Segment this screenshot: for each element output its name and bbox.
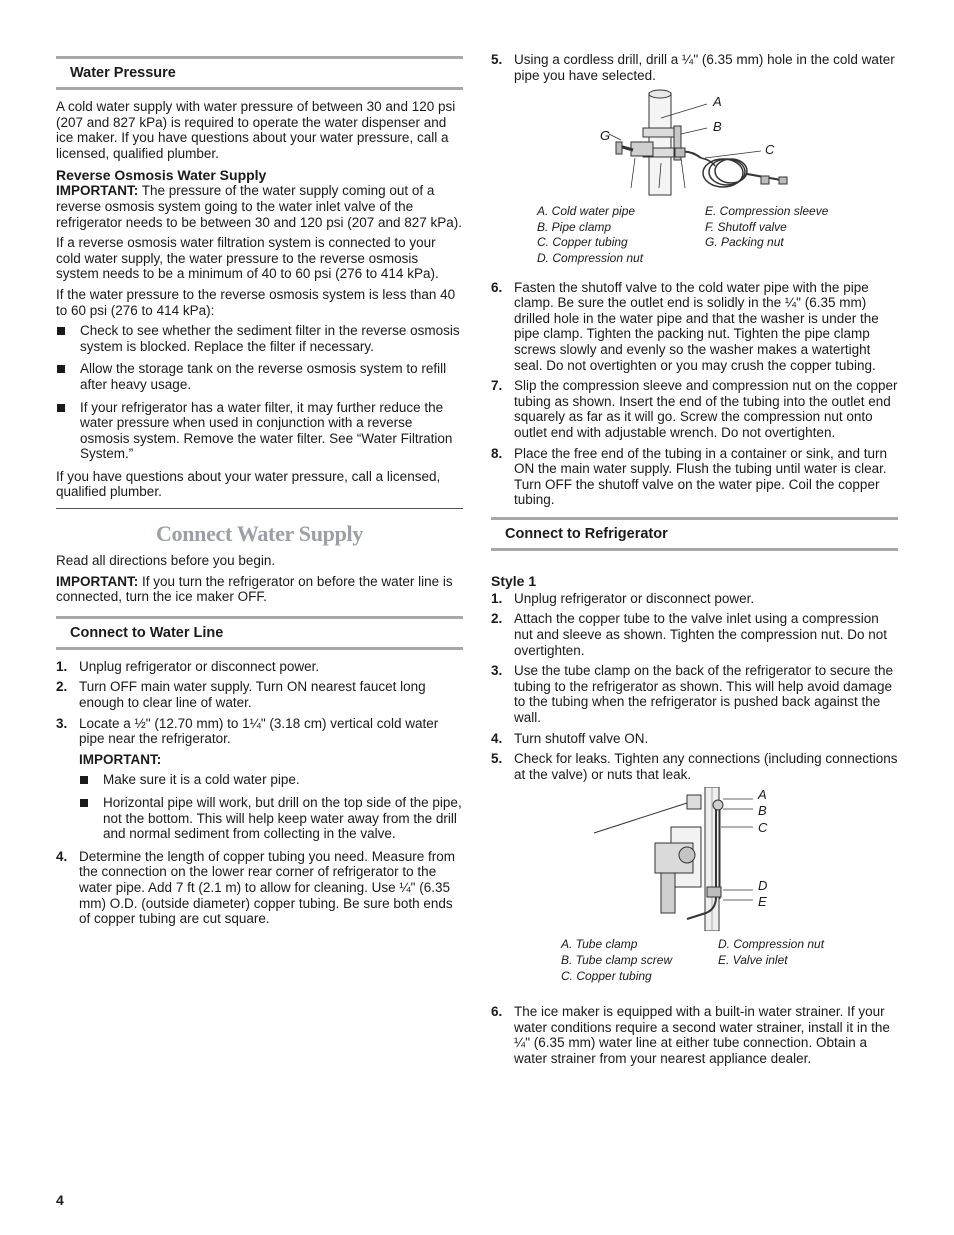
connect-important-text: If you turn the refrigerator on before the water line is connected, turn the ice maker OFF. [56, 573, 453, 605]
water-pressure-paragraph: A cold water supply with water pressure of between 30 and 120 psi (207 and 827 kPa) is required to operate the water dispenser and ice maker. If you have questions about your water pressure, call a licensed, qualified plumber. [56, 99, 456, 161]
shutoff-valve-illustration [491, 88, 898, 198]
reverse-osmosis-bullet-list [56, 323, 463, 462]
step-important-label: IMPORTANT: [79, 751, 162, 767]
step-text: Locate a ½" (12.70 mm) to 1¼" (3.18 cm) vertical cold water pipe near the refrigerator. [79, 715, 439, 747]
style-1-heading: Style 1 [491, 572, 537, 589]
reverse-osmosis-paragraph-2: If a reverse osmosis water filtration system is connected to your cold water supply, the water pressure to the reverse osmosis system needs to be a minimum of 40 to 60 psi (276 to 414 kPa). [56, 235, 439, 282]
shutoff-valve-figure [491, 88, 898, 198]
step-item [491, 731, 898, 747]
step-text: Determine the length of copper tubing you need. Measure from the connection on the lower rear corner of refrigerator to the water pipe. Add 7 ft (2.1 m) to allow for cleaning. Use ¼" (6.35 mm) O.D. (outside diameter) copper tubing. Be sure both ends of copper tubing are cut square. [79, 848, 455, 927]
left-column [56, 56, 463, 932]
step-text: Attach the copper tube to the valve inlet using a compression nut and sleeve as shown. Tighten the compression nut. Do not overtighten. [514, 611, 887, 658]
step-item [56, 659, 463, 675]
water-strainer-steps [491, 1004, 898, 1066]
step-text: Unplug refrigerator or disconnect power. [514, 590, 755, 606]
legend-item: A. Tube clamp [561, 937, 638, 952]
step-text: Unplug refrigerator or disconnect power. [79, 658, 320, 674]
figure-label-b: B [713, 119, 722, 135]
section-heading-water-pressure: Water Pressure [56, 56, 463, 90]
step-number: 4. [491, 730, 503, 746]
valve-inlet-illustration [491, 787, 898, 931]
water-pressure-closing-paragraph: If you have questions about your water pressure, call a licensed, qualified plumber. [56, 468, 441, 500]
figure-label-d: D [758, 878, 768, 894]
step-item [56, 849, 463, 927]
step-number: 8. [491, 445, 503, 461]
shutoff-valve-steps [491, 280, 898, 508]
reverse-osmosis-important-paragraph [56, 183, 463, 230]
step-number: 2. [56, 679, 68, 695]
reverse-osmosis-heading: Reverse Osmosis Water Supply [56, 167, 267, 184]
shutoff-valve-legend [537, 204, 898, 266]
divider [56, 508, 463, 509]
step-number: 3. [56, 715, 68, 731]
important-label: IMPORTANT: [56, 573, 139, 589]
reverse-osmosis-important-text: The pressure of the water supply coming out of a reverse osmosis system going to the water inlet valve of the refrigerator needs to be between 30 and 120 psi (207 and 827 kPa). [56, 183, 463, 230]
connect-water-supply-title: Connect Water Supply [155, 521, 364, 547]
section-heading-water-line: Connect to Water Line [56, 616, 463, 650]
connect-important-paragraph [56, 574, 463, 605]
step-number: 7. [491, 378, 503, 394]
figure-label-g: G [600, 128, 611, 144]
step-text: Using a cordless drill, drill a ¼" (6.35 mm) hole in the cold water pipe you have selected. [514, 52, 895, 83]
step-item [56, 679, 463, 710]
step-number: 5. [491, 751, 503, 767]
legend-item: B. Tube clamp screw [561, 953, 673, 967]
step-text: Turn shutoff valve ON. [514, 730, 649, 746]
bullet-item: Check to see whether the sediment filter in the reverse osmosis system is blocked. Replace the filter if necessary. [56, 323, 463, 354]
bullet-item: If your refrigerator has a water filter, it may further reduce the water pressure when used in conjunction with a reverse osmosis system. Remove the water filter. See “Water Filtration System.” [56, 400, 463, 462]
step-item [491, 52, 898, 83]
step-number: 6. [491, 279, 503, 295]
valve-inlet-figure [491, 787, 898, 931]
step-text: Check for leaks. Tighten any connections (including connections at the valve) or nuts that leak. [514, 751, 898, 782]
step-item [491, 591, 898, 607]
step-number: 2. [491, 611, 503, 627]
reverse-osmosis-paragraph-3: If the water pressure to the reverse osmosis system is less than 40 to 60 psi (276 to 414 kPa): [56, 286, 456, 318]
step-text: Use the tube clamp on the back of the refrigerator to secure the tubing to the refrigerator as shown. This will help avoid damage to the tubing when the refrigerator is pushed back against the wall. [514, 663, 893, 726]
legend-column [537, 204, 705, 266]
legend-item: C. Copper tubing [561, 968, 652, 983]
legend-item: E. Compression sleeve [705, 204, 829, 219]
step-number: 3. [491, 663, 503, 679]
legend-column [718, 937, 824, 984]
section-heading-connect-refrigerator: Connect to Refrigerator [491, 517, 898, 551]
step-number: 5. [491, 52, 503, 67]
figure-label-c: C [765, 142, 775, 158]
refrigerator-steps [491, 591, 898, 783]
bullet-item: Horizontal pipe will work, but drill on the top side of the pipe, not the bottom. This will help keep water away from the drill and normal sediment from collecting in the valve. [79, 795, 463, 842]
figure-label-a: A [713, 94, 722, 110]
step-text: Slip the compression sleeve and compression nut on the copper tubing as shown. Insert the end of the tubing into the outlet end squarely as far as it will go. Screw the compression nut onto outlet end with adjustable wrench. Do not overtighten. [514, 378, 898, 440]
figure-label-e: E [758, 894, 767, 910]
legend-item: E. Valve inlet [718, 953, 788, 967]
bullet-item: Make sure it is a cold water pipe. [79, 772, 463, 788]
legend-item: D. Compression nut [718, 937, 825, 952]
important-label: IMPORTANT: [56, 183, 139, 199]
step-item [491, 446, 898, 508]
step-number: 1. [56, 658, 68, 674]
legend-item: F. Shutoff valve [705, 219, 787, 234]
right-column [491, 52, 898, 1072]
step-text: Fasten the shutoff valve to the cold water pipe with the pipe clamp. Be sure the outlet end is solidly in the ¼" (6.35 mm) drilled hole in the water pipe and that the washer is under the pipe clamp. Tighten the packing nut. Tighten the pipe clamp screws slowly and evenly so the washer makes a watertight seal. Do not overtighten or you may crush the copper tubing. [514, 279, 879, 373]
step-item [491, 280, 898, 374]
step-item [491, 378, 898, 440]
step-text: Turn OFF main water supply. Turn ON nearest faucet long enough to clear line of water. [79, 679, 426, 711]
legend-column [561, 937, 718, 984]
legend-item: A. Cold water pipe [537, 204, 636, 219]
step-number: 4. [56, 848, 68, 864]
legend-item: C. Copper tubing [537, 235, 628, 250]
drill-steps [491, 52, 898, 83]
figure-label-c: C [758, 820, 768, 836]
step-text: The ice maker is equipped with a built-in water strainer. If your water conditions require a second water strainer, install it in the ¼" (6.35 mm) water line at either tube connection. Obtain a water strainer from your nearest appliance dealer. [514, 1004, 890, 1066]
step-item [491, 663, 898, 725]
step-number: 6. [491, 1004, 503, 1020]
step-item [491, 1004, 898, 1066]
step-number: 1. [491, 590, 503, 606]
read-directions-paragraph: Read all directions before you begin. [56, 553, 276, 569]
legend-column [705, 204, 828, 266]
step-item [491, 611, 898, 658]
figure-label-b: B [758, 803, 767, 819]
step-item [491, 751, 898, 782]
bullet-item: Allow the storage tank on the reverse osmosis system to refill after heavy usage. [56, 361, 463, 392]
water-line-steps [56, 659, 463, 927]
step-bullet-list [79, 772, 463, 841]
legend-item: D. Compression nut [537, 250, 644, 265]
page-number: 4 [56, 1192, 64, 1208]
legend-item: G. Packing nut [705, 235, 784, 250]
legend-item: B. Pipe clamp [537, 219, 612, 234]
step-text: Place the free end of the tubing in a container or sink, and turn ON the main water supply. Flush the tubing until water is clear. Turn OFF the shutoff valve on the water pipe. Coil the copper tubing. [514, 445, 887, 508]
figure-label-a: A [758, 787, 767, 803]
valve-inlet-legend [561, 937, 898, 984]
step-item [56, 716, 463, 842]
